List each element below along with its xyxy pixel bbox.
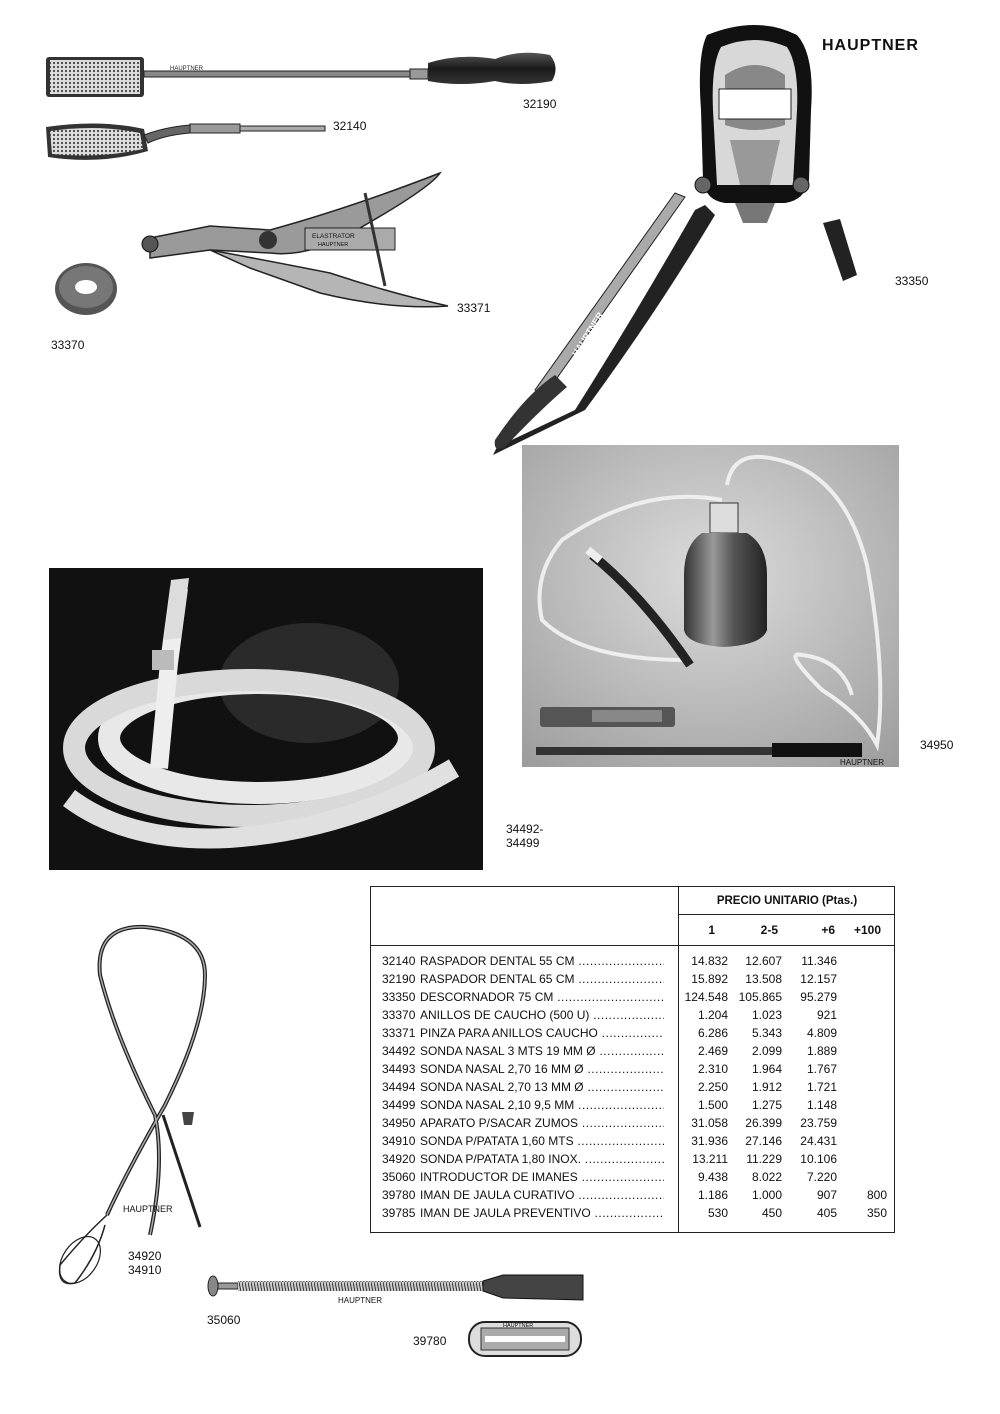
price-cell: 1.186: [697, 1188, 728, 1202]
table-row: [371, 1204, 894, 1222]
row-description: SONDA NASAL 3 MTS 19 MM Ø .....: [420, 1044, 664, 1058]
table-row: [371, 1006, 894, 1024]
table-rule: [371, 945, 894, 946]
price-header: PRECIO UNITARIO (Ptas.): [678, 887, 895, 915]
price-cell: 12.157: [800, 972, 837, 986]
price-cell: 11.229: [746, 1152, 782, 1166]
table-row: [371, 1096, 894, 1114]
price-cell: 26.399: [745, 1116, 782, 1130]
price-cell: 105.865: [738, 990, 782, 1004]
row-description: DESCORNADOR 75 CM .....: [420, 990, 664, 1004]
elastrator-engraving-2: HAUPTNER: [318, 242, 349, 248]
row-code: 39785: [382, 1206, 416, 1220]
price-cell: 7.220: [806, 1170, 837, 1184]
price-cell: 4.809: [806, 1026, 837, 1040]
price-cell: 1.500: [697, 1098, 728, 1112]
price-cell: 24.431: [800, 1134, 837, 1148]
juice-extractor-photo: [522, 445, 899, 767]
price-cell: 530: [707, 1206, 728, 1220]
row-description: IMAN DE JAULA CURATIVO .....: [420, 1188, 664, 1202]
code-35060: 35060: [207, 1313, 241, 1327]
magnet-engraving: HAUPTNER: [503, 1323, 534, 1329]
row-code: 32140: [382, 954, 416, 968]
elastrator-pliers-illustration: [130, 168, 450, 313]
row-code: 32190: [382, 972, 416, 986]
code-32140: 32140: [333, 119, 367, 133]
price-cell: 350: [866, 1206, 887, 1220]
price-cell: 1.889: [806, 1044, 837, 1058]
price-cell: 95.279: [800, 990, 837, 1004]
table-row: [371, 1078, 894, 1096]
code-33370: 33370: [51, 338, 85, 352]
price-cell: 1.023: [751, 1008, 782, 1022]
price-cell: 450: [761, 1206, 782, 1220]
price-cell: 23.759: [800, 1116, 837, 1130]
table-row: [371, 1150, 894, 1168]
price-cell: 124.548: [684, 990, 728, 1004]
table-row: [371, 1168, 894, 1186]
price-cell: 1.912: [751, 1080, 782, 1094]
table-row: [371, 1042, 894, 1060]
code-33371: 33371: [457, 301, 491, 315]
price-cell: 10.106: [800, 1152, 837, 1166]
price-cell: 31.936: [691, 1134, 728, 1148]
price-cell: 2.250: [697, 1080, 728, 1094]
row-code: 34492: [382, 1044, 416, 1058]
quantity-header-row: [678, 915, 895, 945]
row-code: 34494: [382, 1080, 416, 1094]
table-row: [371, 970, 894, 988]
code-39780: 39780: [413, 1334, 447, 1348]
row-description: PINZA PARA ANILLOS CAUCHO .....: [420, 1026, 664, 1040]
row-code: 33371: [382, 1026, 416, 1040]
qty-100: +100: [854, 923, 882, 937]
rasp-engraving: HAUPTNER: [170, 66, 204, 72]
row-description: RASPADOR DENTAL 65 CM .....: [420, 972, 664, 986]
price-cell: 12.607: [745, 954, 782, 968]
price-cell: 13.211: [692, 1152, 728, 1166]
price-cell: 2.099: [751, 1044, 782, 1058]
row-code: 33350: [382, 990, 416, 1004]
code-34910: 34910: [128, 1263, 162, 1277]
row-code: 35060: [382, 1170, 416, 1184]
row-description: SONDA NASAL 2,10 9,5 MM .....: [420, 1098, 664, 1112]
dental-rasp-55-illustration: [40, 113, 330, 168]
row-code: 34910: [382, 1134, 416, 1148]
row-description: APARATO P/SACAR ZUMOS .....: [420, 1116, 664, 1130]
table-row: [371, 1060, 894, 1078]
row-description: RASPADOR DENTAL 55 CM .....: [420, 954, 664, 968]
price-cell: 27.146: [745, 1134, 782, 1148]
code-33350: 33350: [895, 274, 929, 288]
row-description: SONDA NASAL 2,70 16 MM Ø .....: [420, 1062, 664, 1076]
dehorner-engraving: HAUPTNER: [570, 310, 606, 359]
price-cell: 800: [866, 1188, 887, 1202]
price-cell: 1.000: [751, 1188, 782, 1202]
probe-engraving: HAUPTNER: [123, 1204, 173, 1214]
row-description: ANILLOS DE CAUCHO (500 U) .....: [420, 1008, 664, 1022]
nasal-tube-photo: [49, 568, 483, 870]
price-cell: 405: [816, 1206, 837, 1220]
price-table: [370, 886, 895, 1233]
price-cell: 1.204: [697, 1008, 728, 1022]
introducer-engraving: HAUPTNER: [338, 1296, 383, 1305]
price-cell: 1.275: [751, 1098, 782, 1112]
qty-1: 1: [708, 923, 715, 937]
price-cell: 1.721: [806, 1080, 837, 1094]
table-row: [371, 1186, 894, 1204]
price-cell: 1.148: [806, 1098, 837, 1112]
code-34499: 34499: [506, 836, 540, 850]
price-cell: 921: [816, 1008, 837, 1022]
price-cell: 14.832: [691, 954, 728, 968]
price-cell: 31.058: [691, 1116, 728, 1130]
price-cell: 11.346: [801, 954, 837, 968]
brand-logo: HAUPTNER: [822, 37, 919, 54]
table-row: [371, 952, 894, 970]
table-row: [371, 1132, 894, 1150]
row-code: 34499: [382, 1098, 416, 1112]
row-description: IMAN DE JAULA PREVENTIVO .....: [420, 1206, 664, 1220]
qty-6: +6: [821, 923, 835, 937]
row-code: 39780: [382, 1188, 416, 1202]
row-code: 34950: [382, 1116, 416, 1130]
row-code: 34493: [382, 1062, 416, 1076]
price-cell: 5.343: [751, 1026, 782, 1040]
price-cell: 1.964: [751, 1062, 782, 1076]
price-cell: 1.767: [806, 1062, 837, 1076]
magnet-introducer-illustration: [203, 1272, 588, 1312]
row-description: SONDA P/PATATA 1,80 INOX. .....: [420, 1152, 664, 1166]
cage-magnet-illustration: [465, 1318, 585, 1360]
row-description: SONDA NASAL 2,70 13 MM Ø .....: [420, 1080, 664, 1094]
table-row: [371, 1114, 894, 1132]
price-cell: 2.310: [697, 1062, 728, 1076]
row-description: SONDA P/PATATA 1,60 MTS .....: [420, 1134, 664, 1148]
price-cell: 8.022: [751, 1170, 782, 1184]
price-cell: 15.892: [691, 972, 728, 986]
price-cell: 907: [816, 1188, 837, 1202]
rubber-ring-illustration: [52, 260, 120, 318]
price-cell: 6.286: [697, 1026, 728, 1040]
price-cell: 13.508: [745, 972, 782, 986]
price-cell: 9.438: [697, 1170, 728, 1184]
code-34492: 34492-: [506, 822, 544, 836]
row-code: 33370: [382, 1008, 416, 1022]
elastrator-engraving-1: ELASTRATOR: [312, 233, 355, 240]
qty-2-5: 2-5: [760, 923, 778, 937]
potato-probe-illustration: [55, 915, 215, 1290]
code-32190: 32190: [523, 97, 557, 111]
row-code: 34920: [382, 1152, 416, 1166]
table-row: [371, 1024, 894, 1042]
dehorner-illustration: [485, 15, 885, 460]
juicer-engraving: HAUPTNER: [840, 758, 885, 767]
price-cell: 2.469: [697, 1044, 728, 1058]
code-34950: 34950: [920, 738, 954, 752]
table-row: [371, 988, 894, 1006]
code-34920: 34920: [128, 1249, 162, 1263]
row-description: INTRODUCTOR DE IMANES .....: [420, 1170, 664, 1184]
